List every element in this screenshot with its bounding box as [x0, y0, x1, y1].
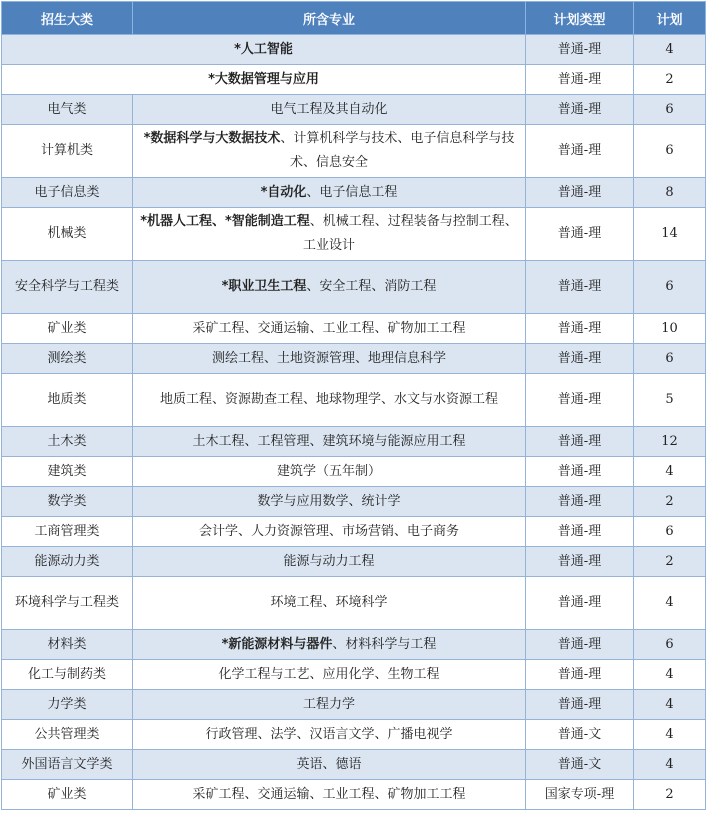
plan-type-cell: 普通-理 [526, 125, 634, 178]
featured-major: *职业卫生工程 [221, 279, 307, 294]
major-list: 建筑学（五年制） [276, 463, 381, 479]
major-list: 会计学、人力资源管理、市场营销、电子商务 [198, 523, 459, 539]
plan-type-cell: 普通-理 [526, 314, 634, 344]
major-list: 地质工程、资源勘查工程、地球物理学、水文与水资源工程 [159, 392, 498, 407]
plan-count-cell: 4 [634, 750, 706, 780]
plan-count-cell: 2 [634, 547, 706, 577]
table-row [2, 517, 706, 547]
table-row [2, 577, 706, 630]
plan-type-cell: 普通-理 [526, 660, 634, 690]
featured-major: *自动化 [260, 184, 307, 200]
majors-cell [133, 427, 526, 457]
majors-cell [133, 261, 526, 314]
majors-cell [133, 487, 526, 517]
plan-type-cell: 普通-理 [526, 457, 634, 487]
plan-count-cell: 6 [634, 95, 706, 125]
plan-count-cell: 4 [634, 720, 706, 750]
plan-count-cell: 4 [634, 690, 706, 720]
plan-type-cell: 普通-理 [526, 374, 634, 427]
table-row [2, 487, 706, 517]
majors-cell [2, 35, 526, 65]
majors-cell [133, 314, 526, 344]
plan-count-cell: 4 [634, 577, 706, 630]
plan-count-cell: 6 [634, 344, 706, 374]
major-list: 采矿工程、交通运输、工业工程、矿物加工工程 [192, 786, 466, 802]
majors-cell [133, 547, 526, 577]
major-list: 测绘工程、土地资源管理、地理信息科学 [211, 350, 446, 366]
major-list: 、电子信息工程 [306, 184, 398, 200]
plan-count-cell: 6 [634, 261, 706, 314]
major-list: 、安全工程、消防工程 [306, 279, 437, 294]
table-row [2, 208, 706, 261]
table-row [2, 125, 706, 178]
majors-cell [133, 720, 526, 750]
major-list: 英语、德语 [296, 756, 362, 772]
featured-major: *新能源材料与器件 [221, 636, 333, 652]
header-plan-count: 计划 [634, 2, 706, 35]
category-cell: 计算机类 [2, 125, 133, 178]
category-cell: 公共管理类 [2, 720, 133, 750]
header-category: 招生大类 [2, 2, 133, 35]
table-row [2, 65, 706, 95]
plan-type-cell: 普通-理 [526, 344, 634, 374]
major-list: 电气工程及其自动化 [270, 101, 388, 117]
major-list: 、材料科学与工程 [332, 636, 437, 652]
table-row [2, 630, 706, 660]
table-row [2, 660, 706, 690]
plan-type-cell: 普通-理 [526, 427, 634, 457]
majors-cell [133, 208, 526, 261]
category-cell: 土木类 [2, 427, 133, 457]
table-row [2, 35, 706, 65]
category-cell: 工商管理类 [2, 517, 133, 547]
majors-cell [133, 374, 526, 427]
featured-major: *数据科学与大数据技术 [143, 131, 281, 146]
category-cell: 安全科学与工程类 [2, 261, 133, 314]
category-cell: 材料类 [2, 630, 133, 660]
plan-count-cell: 2 [634, 780, 706, 810]
major-list: 、计算机科学与技术、电子信息科学与技术、信息安全 [280, 131, 515, 170]
plan-type-cell: 普通-理 [526, 517, 634, 547]
majors-cell [133, 178, 526, 208]
category-cell: 矿业类 [2, 314, 133, 344]
table-row [2, 720, 706, 750]
plan-type-cell: 普通-理 [526, 261, 634, 314]
table-row [2, 374, 706, 427]
table-row [2, 750, 706, 780]
majors-cell [133, 660, 526, 690]
plan-count-cell: 2 [634, 65, 706, 95]
plan-type-cell: 普通-理 [526, 487, 634, 517]
plan-count-cell: 4 [634, 35, 706, 65]
table-row [2, 344, 706, 374]
category-cell: 数学类 [2, 487, 133, 517]
majors-cell [133, 125, 526, 178]
category-cell: 电气类 [2, 95, 133, 125]
category-cell: 环境科学与工程类 [2, 577, 133, 630]
major-list: 化学工程与工艺、应用化学、生物工程 [218, 666, 440, 682]
majors-cell [2, 65, 526, 95]
plan-count-cell: 6 [634, 517, 706, 547]
majors-cell [133, 457, 526, 487]
header-row [2, 2, 706, 35]
plan-type-cell: 普通-理 [526, 577, 634, 630]
category-cell: 力学类 [2, 690, 133, 720]
plan-type-cell: 普通-理 [526, 630, 634, 660]
majors-cell [133, 517, 526, 547]
category-cell: 外国语言文学类 [2, 750, 133, 780]
plan-type-cell: 普通-理 [526, 35, 634, 65]
table-row [2, 427, 706, 457]
plan-type-cell: 普通-理 [526, 95, 634, 125]
category-cell: 地质类 [2, 374, 133, 427]
plan-count-cell: 14 [634, 208, 706, 261]
enrollment-plan-table [1, 1, 706, 810]
plan-type-cell: 普通-理 [526, 547, 634, 577]
majors-cell [133, 750, 526, 780]
plan-type-cell: 普通-理 [526, 65, 634, 95]
majors-cell [133, 95, 526, 125]
category-cell: 测绘类 [2, 344, 133, 374]
major-list: 采矿工程、交通运输、工业工程、矿物加工工程 [192, 320, 466, 336]
table-row [2, 178, 706, 208]
category-cell: 矿业类 [2, 780, 133, 810]
table-row [2, 690, 706, 720]
plan-count-cell: 4 [634, 457, 706, 487]
category-cell: 建筑类 [2, 457, 133, 487]
majors-cell [133, 690, 526, 720]
major-list: 数学与应用数学、统计学 [257, 493, 401, 509]
majors-cell [133, 630, 526, 660]
table-row [2, 95, 706, 125]
table-row [2, 261, 706, 314]
featured-major: *机器人工程、*智能制造工程 [140, 214, 310, 229]
majors-cell [133, 577, 526, 630]
plan-count-cell: 8 [634, 178, 706, 208]
plan-count-cell: 4 [634, 660, 706, 690]
major-list: 环境工程、环境科学 [270, 595, 388, 610]
plan-type-cell: 普通-理 [526, 690, 634, 720]
category-cell: 能源动力类 [2, 547, 133, 577]
table-row [2, 547, 706, 577]
table-row [2, 457, 706, 487]
category-cell: 电子信息类 [2, 178, 133, 208]
majors-cell [133, 780, 526, 810]
plan-type-cell: 普通-文 [526, 720, 634, 750]
plan-count-cell: 6 [634, 630, 706, 660]
major-list: 工程力学 [302, 696, 355, 712]
plan-type-cell: 普通-文 [526, 750, 634, 780]
plan-count-cell: 2 [634, 487, 706, 517]
major-list: 行政管理、法学、汉语言文学、广播电视学 [205, 726, 453, 742]
plan-type-cell: 普通-理 [526, 208, 634, 261]
major-list: 土木工程、工程管理、建筑环境与能源应用工程 [192, 433, 466, 449]
table-row [2, 780, 706, 810]
featured-major: *人工智能 [234, 41, 293, 57]
plan-type-cell: 国家专项-理 [526, 780, 634, 810]
plan-count-cell: 6 [634, 125, 706, 178]
plan-count-cell: 5 [634, 374, 706, 427]
plan-count-cell: 12 [634, 427, 706, 457]
header-majors: 所含专业 [133, 2, 526, 35]
category-cell: 化工与制药类 [2, 660, 133, 690]
major-list: 能源与动力工程 [283, 553, 375, 569]
plan-count-cell: 10 [634, 314, 706, 344]
header-plan-type: 计划类型 [526, 2, 634, 35]
featured-major: *大数据管理与应用 [208, 71, 319, 87]
plan-type-cell: 普通-理 [526, 178, 634, 208]
major-list: 、机械工程、过程装备与控制工程、工业设计 [302, 214, 518, 253]
category-cell: 机械类 [2, 208, 133, 261]
table-row [2, 314, 706, 344]
majors-cell [133, 344, 526, 374]
